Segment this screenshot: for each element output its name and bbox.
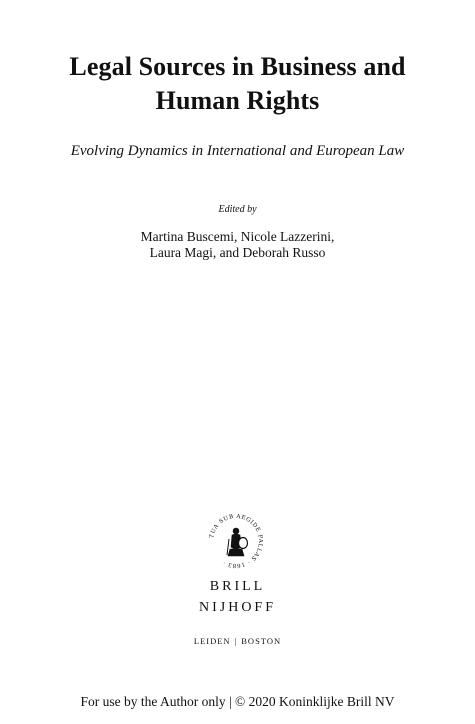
publisher-name-line-1: BRILL — [209, 579, 266, 594]
copyright-footer: For use by the Author only | © 2020 Koninklijke Brill NV — [80, 694, 395, 709]
editors-line-2: Laura Magi, and Deborah Russo — [149, 245, 326, 260]
publisher-places — [0, 634, 475, 648]
book-subtitle: Evolving Dynamics in International and European Law — [70, 143, 405, 159]
editors-line-1: Martina Buscemi, Nicole Lazzerini, — [140, 229, 335, 244]
book-title-line-2: Human Rights — [155, 86, 320, 115]
book-title-line-1: Legal Sources in Business and — [69, 52, 406, 81]
publisher-seal-icon — [206, 511, 266, 571]
publisher-name-line-2: NIJHOFF — [198, 600, 276, 615]
book-title — [0, 50, 475, 118]
place-leiden: LEIDEN — [193, 636, 231, 646]
seal-text: TUA SUB AEGIDE PALLAS · 1683 · — [209, 513, 264, 569]
edited-by-label: Edited by — [218, 204, 257, 215]
place-boston: BOSTON — [241, 636, 282, 646]
place-separator: | — [234, 636, 238, 646]
editors-list — [0, 229, 475, 261]
